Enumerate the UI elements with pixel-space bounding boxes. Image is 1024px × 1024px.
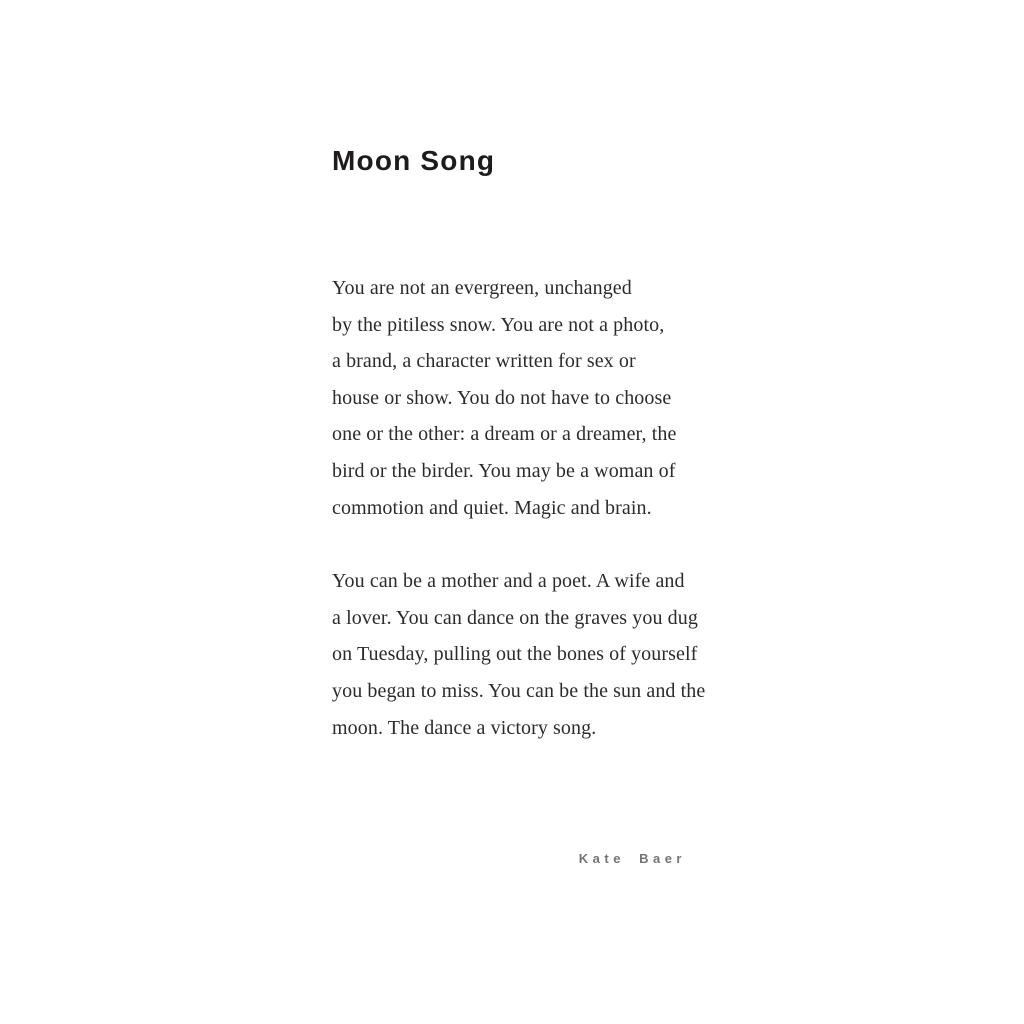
poem-line: on Tuesday, pulling out the bones of yourself [332,643,698,666]
poem-title: Moon Song [332,145,496,176]
poem-line: commotion and quiet. Magic and brain. [332,496,652,519]
poem-line: moon. The dance a victory song. [332,716,597,739]
poem-line: a brand, a character written for sex or [332,350,636,373]
poem-body [332,270,705,746]
stanza-2 [332,563,705,746]
poem-line: You can be a mother and a poet. A wife and [332,570,685,593]
poem-line: a lover. You can dance on the graves you dug [332,606,698,629]
author-credit: Kate Baer [578,851,686,866]
poem-line: you began to miss. You can be the sun and the [332,679,706,702]
stanza-1 [332,270,705,526]
poem-line: house or show. You do not have to choose [332,386,672,409]
poem-line: You are not an evergreen, unchanged [332,277,632,299]
poem-line: bird or the birder. You may be a woman of [332,459,676,482]
poem-line: by the pitiless snow. You are not a photo, [332,313,665,336]
poem-line: one or the other: a dream or a dreamer, the [332,423,677,446]
